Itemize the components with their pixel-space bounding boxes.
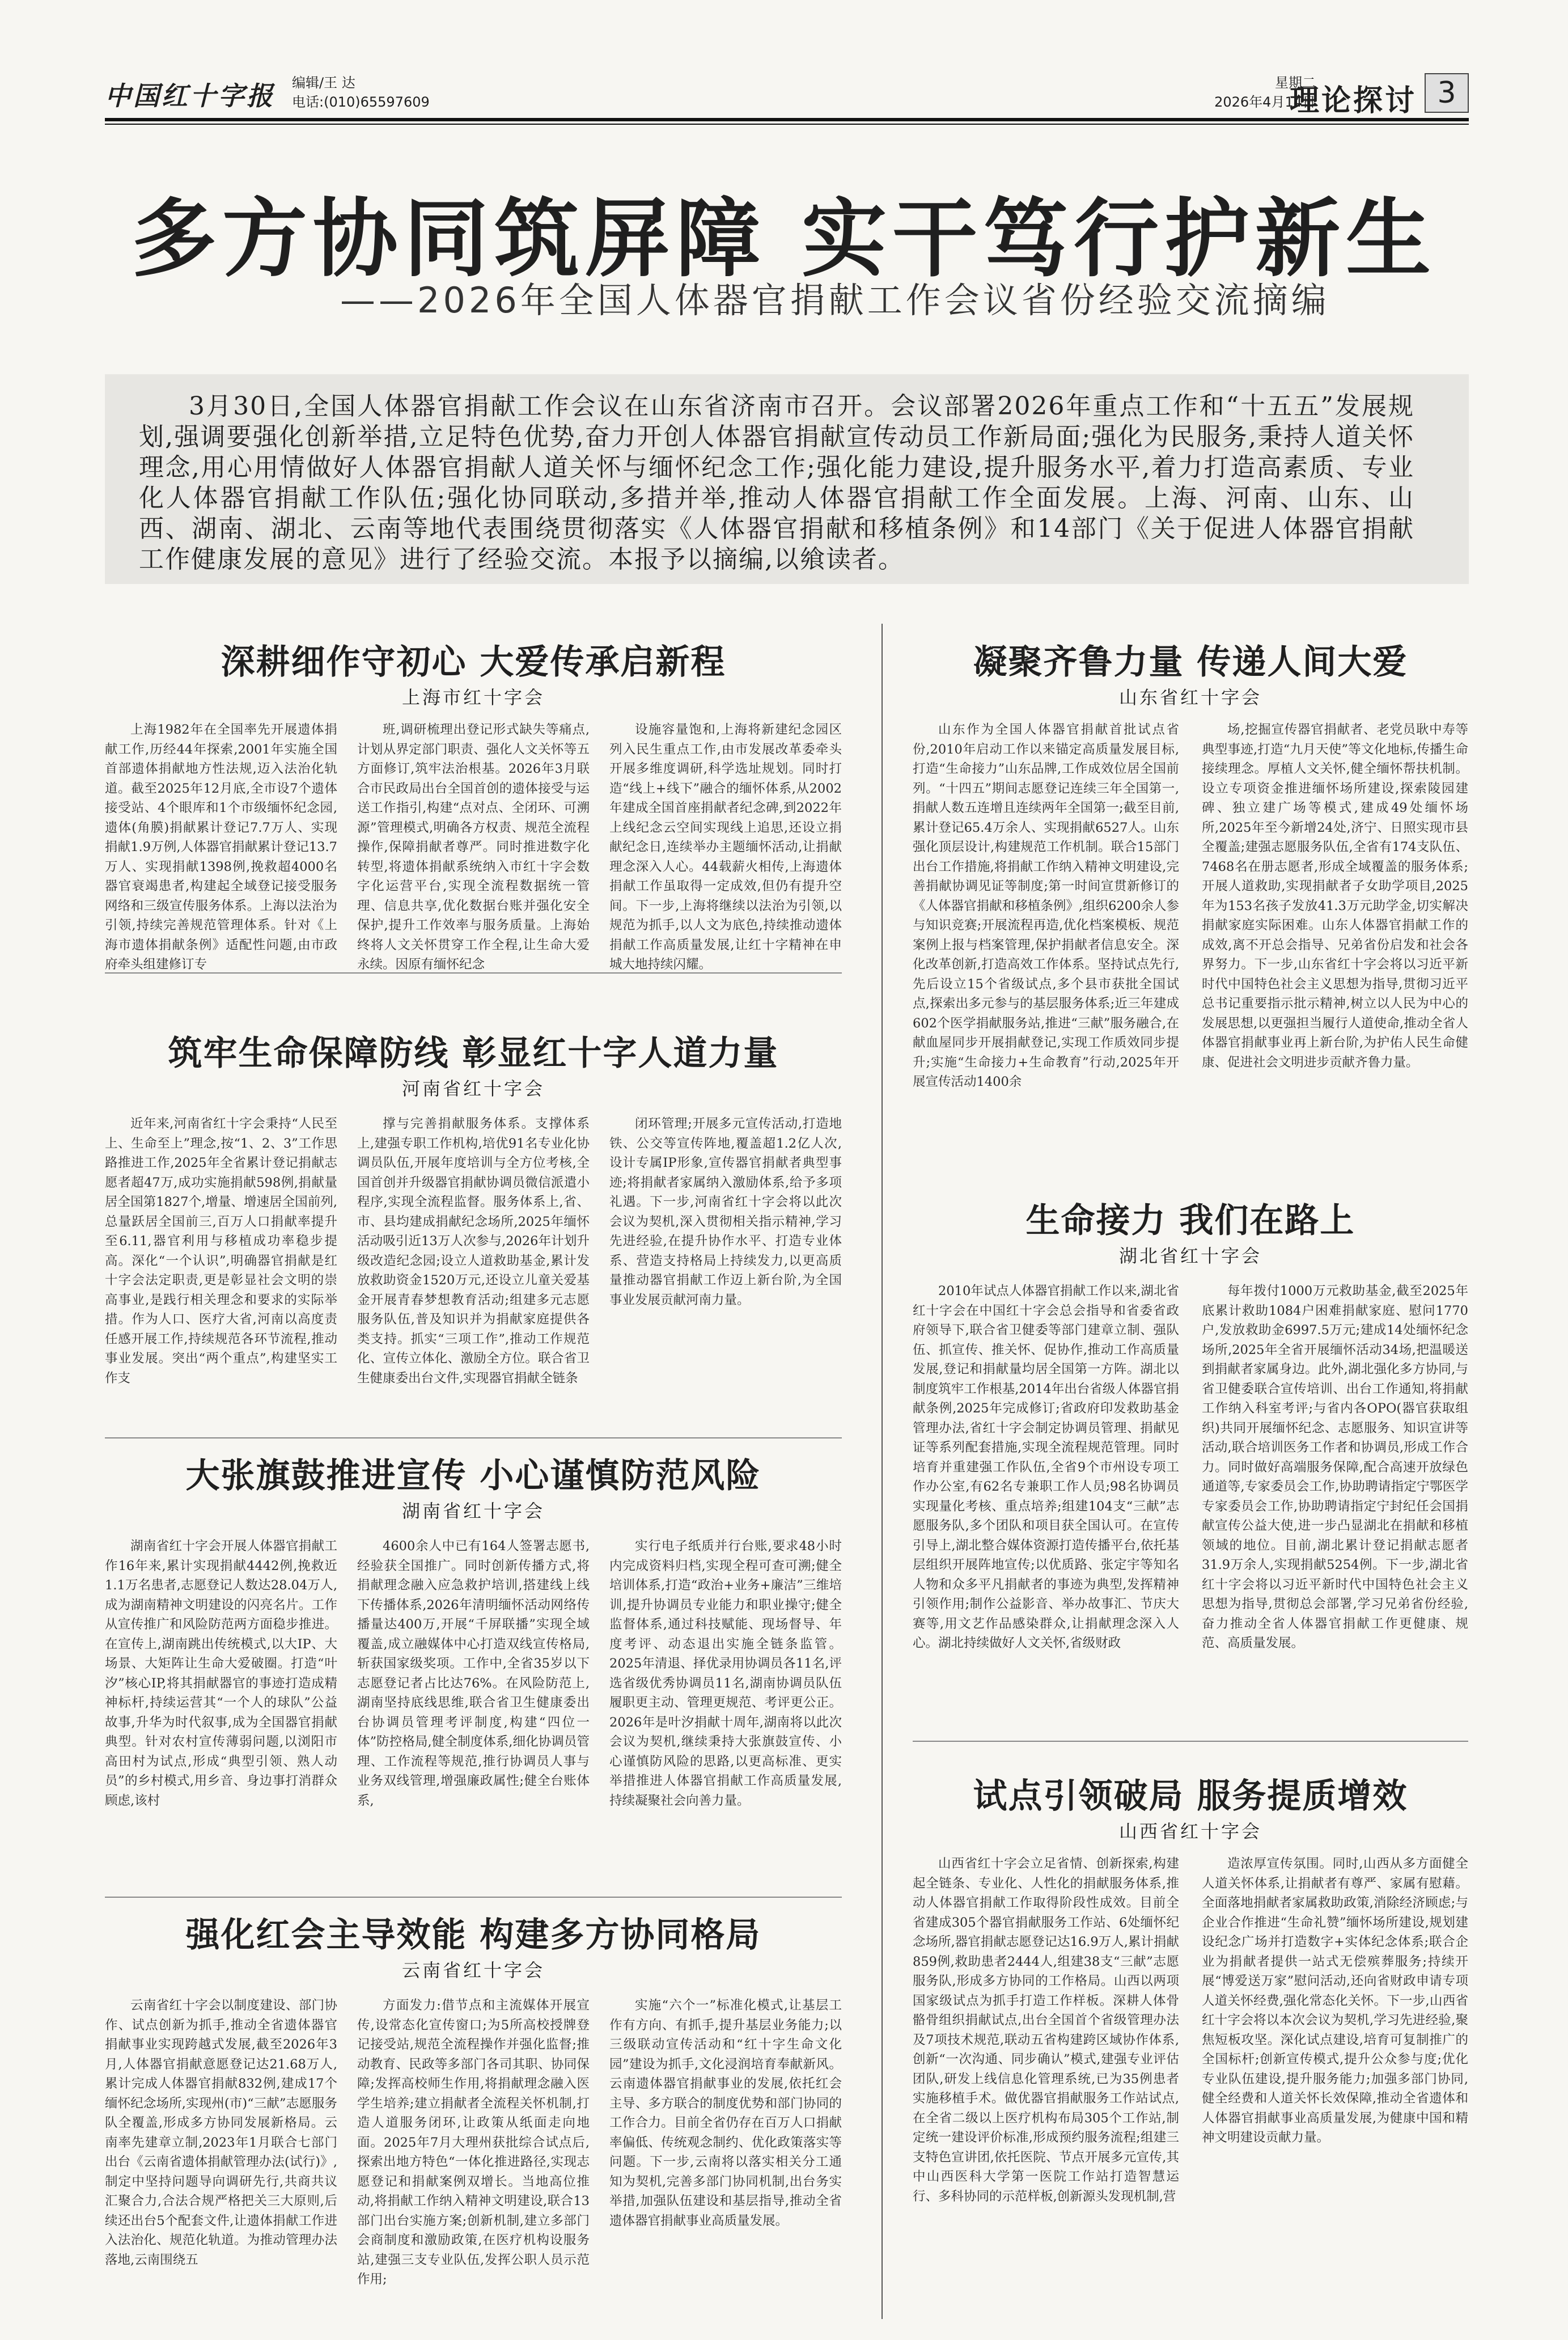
newspaper-logo: 中国红十字报	[105, 81, 275, 111]
article-org: 湖南省红十字会	[401, 1500, 545, 1522]
article-column: 班,调研梳理出登记形式缺失等痛点,计划从界定部门职责、强化人文关怀等五方面修订,筑牢法治根基。2026年3月联合市民政局出台全国首创的遗体接受与运送工作指引,构建“点对点、全闭环、可溯源”管理模式,明确各方权责、规范全流程操作,保障捐献者尊严。同时推进数字化转型,将遗体捐献系统纳入市红十字会数字化运营平台,实现全流程数据统一管理、信息共享,优化数据台账并强化安全保护,提升工作效率与服务质量。上海始终将人文关怀贯穿工作全程,让生命大爱永续。因原有缅怀纪念	[357, 722, 590, 972]
article-body	[105, 1114, 842, 1426]
column-divider	[882, 624, 883, 2319]
article-title: 生命接力 我们在路上	[1025, 1201, 1355, 1241]
article-org: 湖北省红十字会	[1118, 1245, 1262, 1267]
section-divider	[913, 1741, 1468, 1742]
lead-text: 3月30日,全国人体器官捐献工作会议在山东省济南市召开。会议部署2026年重点工作和“十五五”发展规划,强调要强化创新举措,立足特色优势,奋力开创人体器官捐献宣传动员工作新局面;强化为民服务,秉持人道关怀理念,用心用情做好人体器官捐献人道关怀与缅怀纪念工作;强化能力建设,提升服务水平,着力打造高素质、专业化人体器官捐献工作队伍;强化协同联动,多措并举,推动人体器官捐献工作全面发展。上海、河南、山东、山西、湖南、湖北、云南等地代表围绕贯彻落实《人体器官捐献和移植条例》和14部门《关于促进人体器官捐献工作健康发展的意见》进行了经验交流。本报予以摘编,以飨读者。	[139, 392, 1414, 574]
article-column: 场,挖掘宣传器官捐献者、老党员耿中寿等典型事迹,打造“九月天使”等文化地标,传播生命接续理念。厚植人文关怀,健全缅怀帮扶机制。设立专项资金推进缅怀场所建设,探索陵园建碑、独立建广场等模式,建成49处缅怀场所,2025年至今新增24处,济宁、日照实现市县全覆盖;建强志愿服务队伍,全省有174支队伍、7468名在册志愿者,形成全域覆盖的服务体系;开展人道救助,实现捐献者子女助学项目,2025年为153名孩子发放41.3万元助学金,切实解决捐献家庭实际困难。山东人体器官捐献工作的成效,离不开总会指导、兄弟省份启发和社会各界努力。下一步,山东省红十字会将以习近平新时代中国特色社会主义思想为指导,贯彻习近平总书记重要指示批示精神,树立以人民为中心的发展思想,以更强担当履行人道使命,推动全省人体器官捐献事业再上新台阶,为护佑人民生命健康、促进社会文明进步贡献齐鲁力量。	[1202, 722, 1468, 1070]
article-column: 2010年试点人体器官捐献工作以来,湖北省红十字会在中国红十字会总会指导和省委省政府领导下,联合省卫健委等部门建章立制、强队伍、抓宣传、推关怀、促协作,推动工作高质量发展,登记和捐献量均居全国第一方阵。湖北以制度筑牢工作根基,2014年出台省级人体器官捐献条例,2025年完成修订;省政府印发救助基金管理办法,省红十字会制定协调员管理、捐献见证等系列配套措施,实现全流程规范管理。同时培育并重建强工作队伍,全省9个市州设专项工作办公室,有62名专兼职工作人员;98名协调员实现量化考核、重点培养;组建104支“三献”志愿服务队,多个团队和项目获全国认可。在宣传引导上,湖北整合媒体资源打造传播平台,依托基层组织开展阵地宣传;以优质路、张定宇等知名人物和众多平凡捐献者的事迹为典型,发挥精神引领作用;制作公益影音、举办故事汇、节庆大赛等,用文艺作品感染群众,让捐献理念深入人心。湖北持续做好人文关怀,省级财政	[913, 1284, 1179, 1651]
weekday: 星期二	[1275, 75, 1316, 91]
section-divider	[105, 972, 842, 974]
article-org: 上海市红十字会	[401, 687, 545, 708]
article-column: 方面发力:借节点和主流媒体开展宣传,设常态化宣传窗口;为5所高校授牌登记接受站,规范全流程操作并强化监督;推动教育、民政等多部门各司其职、协同保障;发挥高校师生作用,将捐献理念融入医学生培养;建立捐献者全流程关怀机制,打造人道服务闭环,让政策从纸面走向地面。2025年7月大理州获批综合试点后,探索出地方特色“一体化推进路径,实现志愿登记和捐献案例双增长。当地高位推动,将捐献工作纳入精神文明建设,联合13部门出台实施方案;创新机制,建立多部门会商制度和激励政策,在医疗机构设服务站,建强三支专业队伍,发挥公职人员示范作用;	[357, 1998, 590, 2287]
article-title: 大张旗鼓推进宣传 小心谨慎防范风险	[185, 1456, 761, 1496]
article-body	[105, 1537, 842, 1882]
masthead	[105, 71, 1469, 116]
page-title: 多方协同筑屏障 实干笃行护新生	[131, 190, 1437, 289]
article-org: 山西省红十字会	[1118, 1821, 1262, 1842]
lead-box	[105, 374, 1469, 584]
article-column: 山东作为全国人体器官捐献首批试点省份,2010年启动工作以来锚定高质量发展目标,打造“生命接力”山东品牌,工作成效位居全国前列。“十四五”期间志愿登记连续三年全国第一,捐献人数五连增且连续两年全国第一;截至目前,累计登记65.4万余人、实现捐献6527人。山东强化顶层设计,构建规范工作机制。联合15部门出台工作措施,将捐献工作纳入精神文明建设,完善捐献协调见证等制度;第一时间宣贯新修订的《人体器官捐献和移植条例》,组织6200余人参与知识竞赛;开展流程再造,优化档案模板、规范案例上报与档案管理,保护捐献者信息安全。深化改革创新,打造高效工作体系。坚持试点先行,先后设立15个省级试点,多个县市获批全国试点,探索出多元参与的基层服务体系;近三年建成602个医学捐献服务站,推进“三献”服务融合,在献血屋同步开展捐献登记,实现工作质效同步提升;实施“生命接力+生命教育”行动,2025年开展宣传活动1400余	[913, 722, 1179, 1089]
article-body	[913, 1854, 1468, 2319]
article-org: 山东省红十字会	[1118, 687, 1262, 708]
editor-phone: 电话:(010)65597609	[292, 94, 430, 110]
article-column: 实行电子纸质并行台账,要求48小时内完成资料归档,实现全程可查可溯;健全培训体系,打造“政治+业务+廉洁”三维培训,提升协调员专业能力和职业操守;健全监督体系,通过科技赋能、现场督导、年度考评、动态退出实施全链条监管。2025年清退、择优录用协调员各11名,评选省级优秀协调员11名,湖南协调员队伍履职更主动、管理更规范、考评更公正。2026年是叶汐捐献十周年,湖南将以此次会议为契机,继续秉持大张旗鼓宣传、小心谨慎防风险的思路,以更高标准、更实举措推进人体器官捐献工作高质量发展,持续凝聚社会向善力量。	[609, 1539, 842, 1808]
article-column: 造浓厚宣传氛围。同时,山西从多方面健全人道关怀体系,让捐献者有尊严、家属有慰藉。全面落地捐献者家属救助政策,消除经济顾虑;与企业合作推进“生命礼赞”缅怀场所建设,规划建设纪念广场并打造数字+实体纪念体系;联合企业为捐献者提供一站式无偿殡葬服务;持续开展“博爱送万家”慰问活动,还向省财政申请专项人道关怀经费,强化常态化关怀。下一步,山西省红十字会将以本次会议为契机,学习先进经验,聚焦短板攻坚。深化试点建设,培育可复制推广的全国标杆;创新宣传模式,提升公众参与度;优化专业队伍建设,提升服务能力;加强多部门协同,健全经费和人道关怀长效保障,推动全省遗体和人体器官捐献事业高质量发展,为健康中国和精神文明建设贡献力量。	[1202, 1856, 1468, 2145]
article-title: 强化红会主导效能 构建多方协同格局	[185, 1915, 761, 1955]
article-column: 上海1982年在全国率先开展遗体捐献工作,历经44年探索,2001年实施全国首部遗体捐献地方性法规,迈入法治化轨道。截至2025年12月底,全市设7个遗体接受站、4个眼库和1个市级缅怀纪念园,遗体(角膜)捐献累计登记7.7万人、实现捐献1.9万例,人体器官捐献累计登记13.7万人、实现捐献1398例,挽救超4000名器官衰竭患者,构建起全域登记接受服务网络和三级宣传服务体系。上海以法治为引领,持续完善规范管理体系。针对《上海市遗体捐献条例》适配性问题,由市政府牵头组建修订专	[105, 722, 337, 972]
article-column: 近年来,河南省红十字会秉持“人民至上、生命至上”理念,按“1、2、3”工作思路推进工作,2025年全省累计登记捐献志愿者超47万,成功实施捐献598例,捐献量居全国第1827个,增量、增速居全国前列,总量跃居全国前三,百万人口捐献率提升至6.11,器官利用与移植成功率稳步提高。深化“一个认识”,明确器官捐献是红十字会法定职责,更是彰显社会文明的崇高事业,是践行相关理念和要求的实际举措。作为人口、医疗大省,河南以高度责任感开展工作,持续规范各环节流程,推动事业发展。突出“两个重点”,构建坚实工作支	[105, 1116, 337, 1386]
article-title: 凝聚齐鲁力量 传递人间大爱	[973, 642, 1408, 682]
page-number: 3	[1425, 73, 1469, 113]
article-title: 筑牢生命保障防线 彰显红十字人道力量	[168, 1034, 779, 1073]
section-divider	[105, 1437, 842, 1438]
section-divider	[105, 1897, 842, 1898]
article-column: 4600余人中已有164人签署志愿书,经验获全国推广。同时创新传播方式,将捐献理念融入应急救护培训,搭建线上线下传播体系,2026年清明缅怀活动网络传播量达400万,开展“千屏联播”实现全域覆盖,成立融媒体中心打造双线宣传格局,斩获国家级奖项。工作中,全省35岁以下志愿登记者占比达76%。在风险防范上,湖南坚持底线思维,联合省卫生健康委出台协调员管理考评制度,构建“四位一体”防控格局,健全制度体系,细化协调员管理、工作流程等规范,推行协调员人事与业务双线管理,增强廉政属性;健全台账体系,	[357, 1539, 590, 1808]
page-subtitle: ——2026年全国人体器官捐献工作会议省份经验交流摘编	[340, 280, 1330, 321]
article-column: 云南省红十字会以制度建设、部门协作、试点创新为抓手,推动全省遗体器官捐献事业实现跨越式发展,截至2026年3月,人体器官捐献意愿登记达21.68万人,累计完成人体器官捐献832例,建成17个缅怀纪念场所,实现州(市)“三献”志愿服务队全覆盖,形成多方协同发展新格局。云南率先建章立制,2023年1月联合七部门出台《云南省遗体捐献管理办法(试行)》,制定中坚持问题导向调研先行,共商共议汇聚合力,合法合规严格把关三大原则,后续还出台5个配套文件,让遗体捐献工作进入法治化、规范化轨道。为推动管理办法落地,云南围绕五	[105, 1998, 337, 2267]
article-column: 设施容量饱和,上海将新建纪念园区列入民生重点工作,由市发展改革委牵头开展多维度调研,科学选址规划。同时打造“线上+线下”融合的缅怀体系,从2002年建成全国首座捐献者纪念碑,到2022年上线纪念云空间实现线上追思,还设立捐献纪念日,连续举办主题缅怀活动,让捐献理念深入人心。44载薪火相传,上海遗体捐献工作虽取得一定成效,但仍有提升空间。下一步,上海将继续以法治为引领,以规范为抓手,以人文为底色,持续推动遗体捐献工作高质量发展,让红十字精神在申城大地持续闪耀。	[609, 722, 842, 972]
article-title: 深耕细作守初心 大爱传承启新程	[221, 642, 726, 682]
article-org: 云南省红十字会	[401, 1960, 545, 1981]
article-body	[105, 1996, 842, 2319]
article-body	[913, 1281, 1468, 1678]
article-org: 河南省红十字会	[401, 1078, 545, 1099]
section-name: 理论探讨	[1289, 84, 1417, 118]
editor-name: 编辑/王 达	[292, 75, 355, 91]
date: 2026年4月14日	[1214, 94, 1316, 110]
masthead-rule-thin	[105, 124, 1469, 125]
masthead-rule	[105, 118, 1469, 121]
article-column: 实施“六个一”标准化模式,让基层工作有方向、有抓手,提升基层业务能力;以三级联动宣传活动和“红十字生命文化园”建设为抓手,文化浸润培育奉献新风。云南遗体器官捐献事业的发展,依托红会主导、多方联合的制度优势和部门协同的工作合力。目前全省仍存在百万人口捐献率偏低、传统观念制约、优化政策落实等问题。下一步,云南将以落实相关分工通知为契机,完善多部门协同机制,出台务实举措,加强队伍建设和基层指导,推动全省遗体器官捐献事业高质量发展。	[609, 1998, 842, 2228]
article-column: 山西省红十字会立足省情、创新探索,构建起全链条、专业化、人性化的捐献服务体系,推动人体器官捐献工作取得阶段性成效。目前全省建成305个器官捐献服务工作站、6处缅怀纪念场所,器官捐献志愿登记达16.9万人,累计捐献859例,救助患者2444人,组建38支“三献”志愿服务队,形成多方协同的工作格局。山西以两项国家级试点为抓手打造工作样板。深耕人体骨骼骨组织捐献试点,出台全国首个省级管理办法及7项技术规范,联动五省构建跨区域协作体系,创新“一次沟通、同步确认”模式,建强专业评估团队,研发上线信息化管理系统,已为35例患者实施移植手术。做优器官捐献服务工作站试点,在全省二级以上医疗机构布局305个工作站,制定统一建设评价标准,形成预约服务流程;组建三支特色宣讲团,依托医院、节点开展多元宣传,其中山西医科大学第一医院工作站打造智慧运行、多科协同的示范样板,创新源头发现机制,营	[913, 1856, 1179, 2204]
article-column: 闭环管理;开展多元宣传活动,打造地铁、公交等宣传阵地,覆盖超1.2亿人次,设计专属IP形象,宣传器官捐献者典型事迹;将捐献者家属纳入激励体系,给予多项礼遇。下一步,河南省红十字会将以此次会议为契机,深入贯彻相关指示精神,学习先进经验,在提升协作水平、打造专业体系、营造支持格局上持续发力,以更高质量推动器官捐献工作迈上新台阶,为全国事业发展贡献河南力量。	[609, 1116, 842, 1307]
article-title: 试点引领破局 服务提质增效	[973, 1776, 1408, 1816]
article-body	[105, 720, 842, 972]
editor-info	[292, 73, 430, 112]
article-column: 每年拨付1000万元救助基金,截至2025年底累计救助1084户困难捐献家庭、慰问1770户,发放救助金6997.5万元;建成14处缅怀纪念场所,2025年全省开展缅怀活动34场,把温暖送到捐献者家属身边。此外,湖北强化多方协同,与省卫健委联合宣传培训、出台工作通知,将捐献工作纳入科室考评;与省内各OPO(器官获取组织)共同开展缅怀纪念、志愿服务、知识宣讲等活动,联合培训医务工作者和协调员,形成工作合力。同时做好高端服务保障,配合高速开放绿色通道等,专家委员会工作,协助聘请指定宁鄂医学专家委员会工作,协助聘请指定宁封纪任会国捐献宣传公益大使,进一步凸显湖北在捐献和移植领域的地位。目前,湖北累计登记捐献志愿者31.9万余人,实现捐献5254例。下一步,湖北省红十字会将以习近平新时代中国特色社会主义思想为指导,贯彻总会部署,学习兄弟省份经验,奋力推动全省人体器官捐献工作更健康、规范、高质量发展。	[1202, 1284, 1468, 1651]
article-column: 撑与完善捐献服务体系。支撑体系上,建强专职工作机构,培优91名专业化协调员队伍,开展年度培训与全方位考核,全国首创并升级器官捐献协调员微信派遣小程序,实现全流程监督。服务体系上,省、市、县均建成捐献纪念场所,2025年缅怀活动吸引近13万人次参与,2026年计划升级改造纪念园;设立人道救助基金,累计发放救助资金1520万元,还设立儿童关爱基金开展青春梦想教育活动;组建多元志愿服务队伍,普及知识并为捐献家庭提供各类支持。抓实“三项工作”,推动工作规范化、宣传立体化、激励全方位。联合省卫生健康委出台文件,实现器官捐献全链条	[357, 1116, 590, 1386]
article-column: 湖南省红十字会开展人体器官捐献工作16年来,累计实现捐献4442例,挽救近1.1万名患者,志愿登记人数达28.04万人,成为湖南精神文明建设的闪亮名片。工作从宣传推广和风险防范两方面稳步推进。在宣传上,湖南跳出传统模式,以大IP、大场景、大矩阵让生命大爱破圈。打造“叶汐”核心IP,将其捐献器官的事迹打造成精神标杆,持续运营其“一个人的球队”公益故事,升华为时代叙事,成为全国器官捐献典型。针对农村宣传薄弱问题,以浏阳市高田村为试点,形成“典型引领、熟人动员”的乡村模式,用乡音、身边事打消群众顾虑,该村	[105, 1539, 337, 1808]
